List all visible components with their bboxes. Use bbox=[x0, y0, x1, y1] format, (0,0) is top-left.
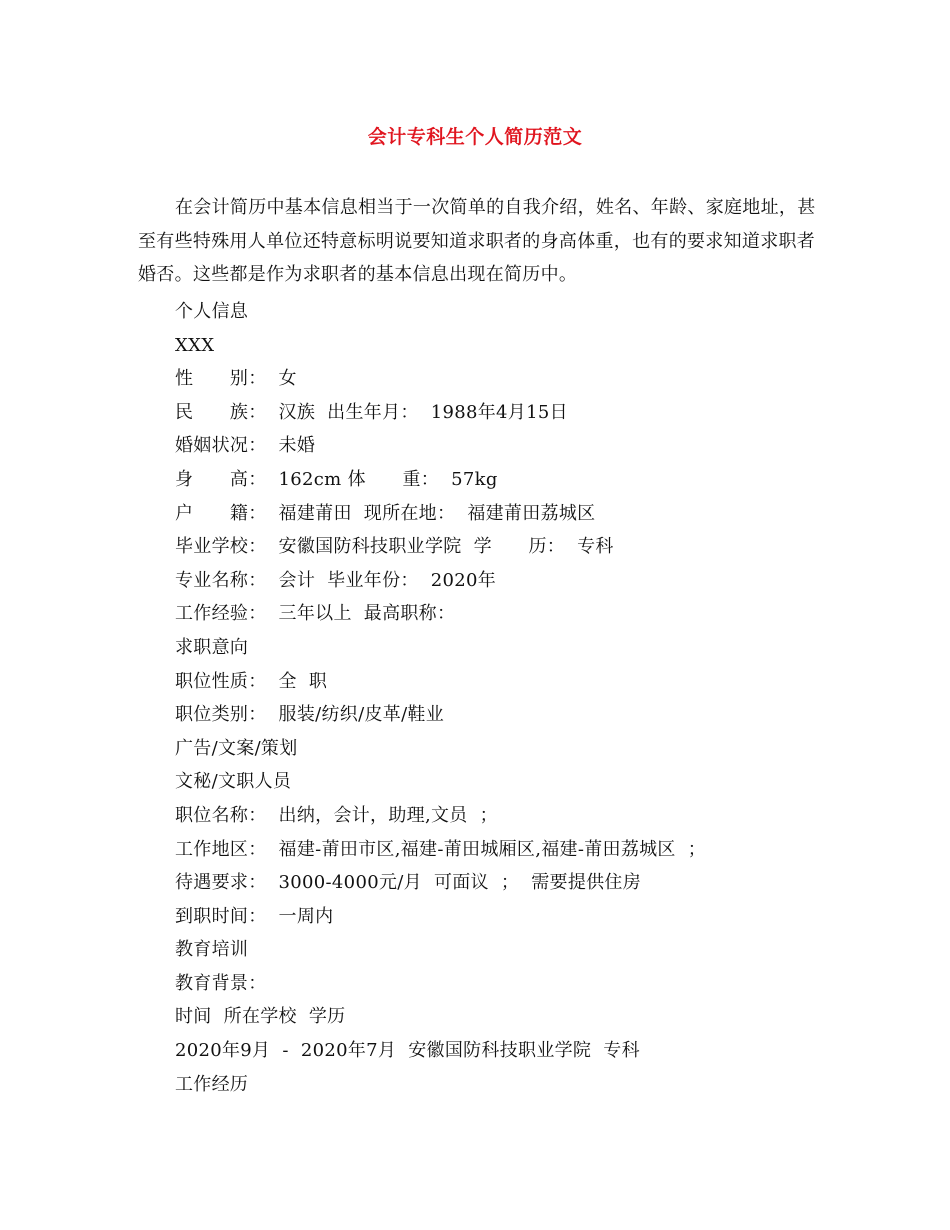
education-background-line: 教育背景： bbox=[175, 972, 267, 994]
section-heading-personal-info: 个人信息 bbox=[175, 301, 249, 322]
ethnicity-birthdate-line: 民 族： 汉族 出生年月： 1988年4月15日 bbox=[175, 401, 568, 423]
height-weight-line: 身 高： 162cm 体 重： 57kg bbox=[175, 468, 498, 490]
resume-lines bbox=[175, 295, 706, 1101]
marital-status-line: 婚姻状况： 未婚 bbox=[175, 435, 316, 457]
name-line: XXX bbox=[175, 334, 215, 356]
section-heading-job-intention: 求职意向 bbox=[175, 636, 249, 658]
job-category-line-3: 文秘/文职人员 bbox=[175, 771, 292, 793]
salary-line: 待遇要求： 3000-4000元/月 可面议 ； 需要提供住房 bbox=[175, 872, 642, 894]
intro-paragraph: 在会计简历中基本信息相当于一次简单的自我介绍，姓名、年龄、家庭地址，甚至有些特殊用人单位还特意标明说要知道求职者的身高体重，也有的要求知道求职者婚否。这些都是作为求职者的基本信息出现在简历中。 bbox=[138, 197, 816, 285]
household-location-line: 户 籍： 福建莆田 现所在地： 福建莆田荔城区 bbox=[175, 502, 596, 524]
work-region-line: 工作地区： 福建-莆田市区,福建-莆田城厢区,福建-莆田荔城区 ； bbox=[175, 838, 707, 860]
job-category-line: 职位类别： 服装/纺织/皮革/鞋业 bbox=[175, 704, 445, 726]
job-category-line-2: 广告/文案/策划 bbox=[175, 737, 298, 759]
start-time-line: 到职时间： 一周内 bbox=[175, 905, 334, 927]
education-entry-line: 2020年9月 - 2020年7月 安徽国防科技职业学院 专科 bbox=[175, 1040, 640, 1062]
document-title: 会计专科生个人简历范文 bbox=[367, 126, 583, 148]
job-nature-line: 职位性质： 全 职 bbox=[175, 670, 328, 692]
major-graduation-line: 专业名称： 会计 毕业年份： 2020年 bbox=[175, 569, 497, 591]
experience-title-line: 工作经验： 三年以上 最高职称： bbox=[175, 603, 456, 625]
education-table-header: 时间 所在学校 学历 bbox=[175, 1006, 346, 1028]
school-degree-line: 毕业学校： 安徽国防科技职业学院 学 历： 专科 bbox=[175, 536, 614, 558]
job-title-line: 职位名称： 出纳，会计，助理,文员 ； bbox=[175, 804, 498, 826]
gender-line: 性 别： 女 bbox=[175, 368, 297, 390]
section-heading-education: 教育培训 bbox=[175, 939, 249, 961]
section-heading-work-history: 工作经历 bbox=[175, 1073, 249, 1095]
